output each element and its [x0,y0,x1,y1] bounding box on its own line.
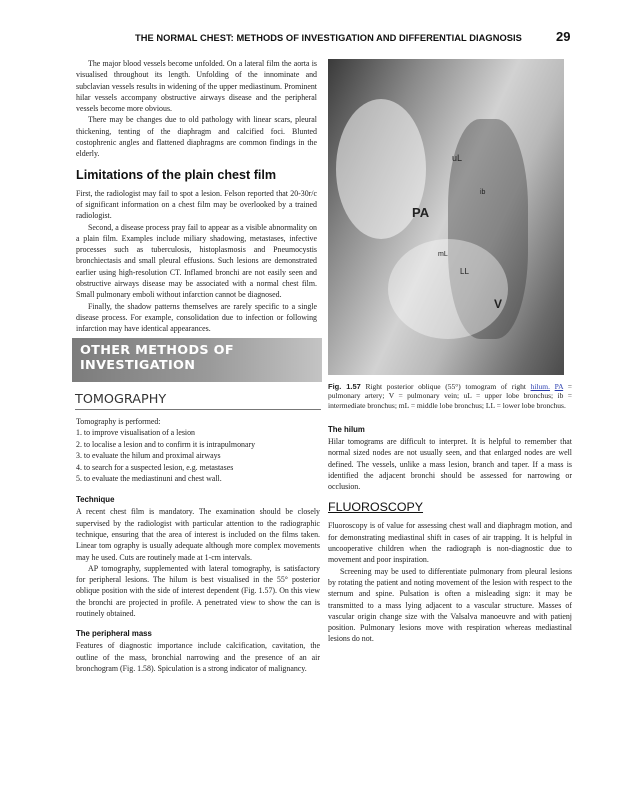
list-item: 3. to evaluate the hilum and proximal airways [76,451,221,461]
tomography-rule [75,409,321,410]
running-header: THE NORMAL CHEST: METHODS OF INVESTIGATION AND DIFFERENTIAL DIAGNOSIS [135,33,522,43]
intro-paragraph-1: The major blood vessels become unfolded. On a lateral film the aorta is visualised throughout its length. Unfolding of the innominate and subclavian vessels results in widening of the upper mediastinum. Prominent hilar vessels accompany obstructive airways disease and the peripheral vessels become more obvious. [76,59,317,114]
technique-heading: Technique [76,495,115,505]
peripheral-mass-heading: The peripheral mass [76,629,152,639]
tomogram-image [328,59,564,375]
caption-link-pa[interactable]: PA [554,382,564,391]
tomography-title: TOMOGRAPHY [75,392,167,407]
label-PA: PA [412,205,430,220]
right-column [328,425,572,645]
intro-paragraph-2: There may be changes due to old pathology with linear scars, pleural thickening, tenting of the diaphragm and calcified foci. Blunted costophrenic angles and flattened diaphragms are common findings in the elderly. [76,115,317,159]
tomography-list [76,427,320,484]
limitations-paragraph-1: First, the radiologist may fail to spot a lesion. Felson reported that 20-30r/c of significant information on a chest film may be overlooked by a trained radiologist. [76,188,317,221]
hilum-heading: The hilum [328,425,365,434]
banner-line-1: OTHER METHODS OF [80,343,234,358]
technique-paragraph-2: AP tomography, supplemented with lateral tomography, is satisfactory for peripheral lesions. The hilum is best visualised in the 55° posterior oblique position with the side of interest dependent (Fig. 1.57). On this view the bronchi are projected in profile. A penetrated view to show the can is routinely obtained. [76,563,320,618]
technique-paragraph-1: A recent chest film is mandatory. The examination should be closely supervised by the radiologist with particular attention to the radiographic technique, ensuring that the area of interest is included on the films taken. Linear tom ography is usually adequate although more complex movements may he used. Cuts are routinely made at 1-cm intervals. [76,507,320,562]
tomography-intro: Tomography is performed: [76,417,161,426]
label-uL: uL [452,153,463,163]
fluoroscopy-paragraph-2: Screening may be used to differentiate pulmonary from pleural lesions by rotating the patient and noting movement of the lesion with respect to the sternum and spine. Pulsation is often a misleading sign: it may be transmitted to a mass lying adjacent to a vascular structure. Masses of vascular origin change size with the Valsalva manoeuvre and with patienj position. Pulmonary lesions move with respiration whereas mediastinal lesions do not. [328,566,572,644]
fluoroscopy-paragraph-1: Fluoroscopy is of value for assessing chest wall and diaphragm motion, and for demonstrating mediastinal shift in cases of air trapping. It is helpful in uncooperative children when the radiograph is non-diagnostic due to movement and poor inspiration. [328,521,572,565]
hilum-paragraph: Hilar tomograms are difficult to interpret. It is helpful to remember that normal sized nodes are not usually seen, and that enlarged nodes are well defined. The vessels, unlike a mass lesion, branch and taper. If a mass is identified the adjacent bronchi should be assessed for narrowing or occlusion. [328,437,572,492]
figure-caption [328,382,572,410]
caption-link-hilum[interactable]: hilum. [530,382,550,391]
fluoroscopy-heading: FLUOROSCOPY [328,500,424,515]
image-shading [388,239,508,339]
label-ib: ib [480,189,486,196]
caption-rest: = pulmonary artery; V = pulmonary vein; uL = upper lobe bronchus; ib = intermediate bronchus; mL = middle lobe bronchus; LL = lower lobe bronchus. [328,382,573,410]
label-mL: mL [438,251,448,258]
list-item: 4. to search for a suspected lesion, e.g. metastases [76,462,234,472]
page-number: 29 [556,29,571,44]
caption-text: Right posterior oblique (55°) tomogram of right [365,382,526,391]
left-column-top [76,58,317,335]
left-column-tomography [76,416,320,674]
limitations-paragraph-3: Finally, the shadow patterns themselves are rarely specific to a single disease process. For example, consolidation due to infection or following infarction may have identical appearances. [76,301,317,334]
list-item: 1. to improve visualisation of a lesion [76,428,195,438]
label-LL: LL [460,267,469,276]
banner-line-2: INVESTIGATION [80,358,196,373]
caption-label: Fig. 1.57 [328,382,361,391]
label-V: V [494,297,503,311]
limitations-paragraph-2: Second, a disease process pray fail to appear as a visible abnormality on a plain film. Examples include miliary shadowing, metastases, infective processes such as tuberculosis, histoplasmosis and Pneumocystis bronchiectasis and small pleural effusions. Such lesions are demonstrated earlier using high-resolution CT. Inflamed bronchi are not easily seen and obstructive airways disease may be associated with a normal chest film. Small pulmonary emboli without infarction cannot be diagnosed. [76,222,317,300]
peripheral-mass-paragraph: Features of diagnostic importance include calcification, cavitation, the outline of the mass, bronchial narrowing and the presence of an air bronchogram (Fig. 1.58). Spiculation is a strong indicator of malignancy. [76,641,320,673]
limitations-heading: Limitations of the plain chest film [76,167,277,182]
section-banner [72,338,322,382]
list-item: 5. to evaluate the mediastinuni and chest wall. [76,473,222,483]
list-item: 2. to localise a lesion and to confirm it is intrapulmonary [76,439,256,449]
banner-text [80,343,234,373]
